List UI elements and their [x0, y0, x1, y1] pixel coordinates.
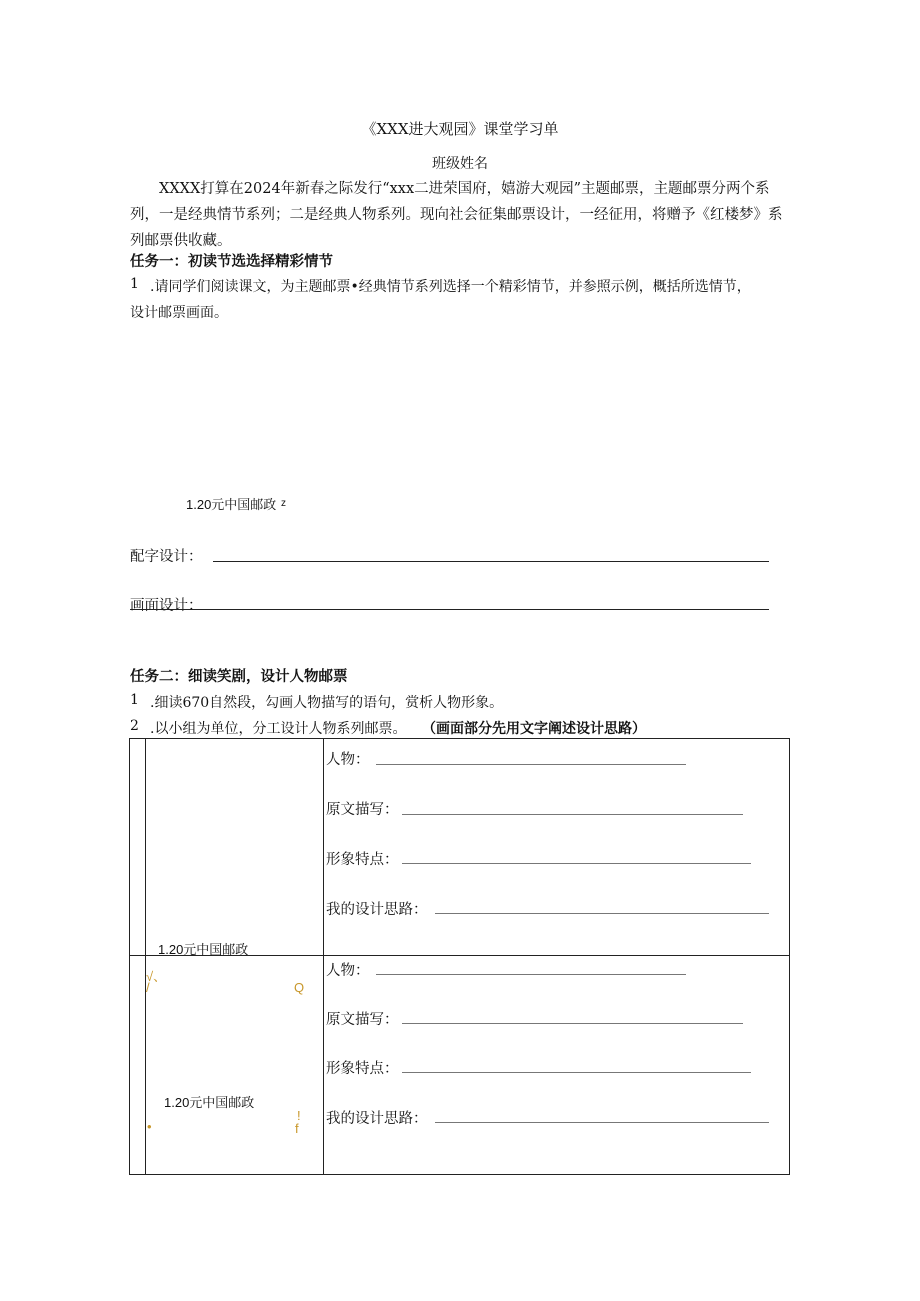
field-design-label: 我的设计思路：	[326, 1111, 428, 1127]
field-traits-label: 形象特点：	[326, 1061, 399, 1077]
stamp-mark-q: Q	[294, 980, 305, 995]
row-index-cell	[130, 739, 146, 956]
field-traits-label: 形象特点：	[326, 852, 399, 868]
task2-item2-text: .以小组为单位，分工设计人物系列邮票。	[150, 721, 407, 737]
field-character-label: 人物：	[326, 752, 370, 768]
stamp-mark-dot: •	[147, 1119, 152, 1134]
field-traits-line[interactable]	[402, 1072, 751, 1073]
intro-paragraph: XXXX打算在2024年新春之际发行“xxx二进荣国府，嬉游大观园”主题邮票，主题邮票分两个系列，一是经典情节系列；二是经典人物系列。现向社会征集邮票设计，一经征用，将赠予《红楼梦》系列邮票供收藏。	[130, 181, 783, 249]
stamp-cell	[146, 956, 324, 1175]
field-character-line[interactable]	[376, 764, 686, 765]
field-design-line[interactable]	[435, 913, 769, 914]
field-quote-label: 原文描写：	[326, 1012, 399, 1028]
task1-item1-text: .请同学们阅读课文，为主题邮票•经典情节系列选择一个精彩情节，并参照示例，概括所选情节，	[150, 279, 751, 295]
stamp-cell	[146, 739, 324, 956]
stamp-caption: 1.20元中国邮政	[158, 942, 249, 957]
stamp-mark-slash: /	[146, 980, 150, 995]
stamp-caption: 1.20元中国邮政	[164, 1095, 255, 1110]
field-design-label: 我的设计思路：	[326, 902, 428, 918]
task2-item2-number: 2	[130, 718, 139, 734]
task2-item2-note: （画面部分先用文字阐述设计思路）	[422, 721, 646, 737]
picture-design-line[interactable]	[130, 609, 769, 610]
field-quote-label: 原文描写：	[326, 802, 399, 818]
task2-item1-number: 1	[130, 692, 139, 708]
character-stamp-table	[129, 738, 790, 1175]
field-quote-line[interactable]	[402, 814, 743, 815]
field-character-label: 人物：	[326, 963, 370, 979]
row-index-cell	[130, 956, 146, 1175]
caption-design-line[interactable]	[213, 561, 769, 562]
task2-heading: 任务二：细读笑剧，设计人物邮票	[130, 668, 348, 685]
field-design-line[interactable]	[435, 1122, 769, 1123]
page-title: 《XXX进大观园》课堂学习单	[361, 120, 559, 138]
field-traits-line[interactable]	[402, 863, 751, 864]
caption-design-label: 配字设计：	[130, 549, 203, 565]
picture-design-label: 画面设计：	[130, 598, 203, 614]
task1-item1-number: 1	[130, 276, 139, 292]
task2-item1-text: .细读670自然段，勾画人物描写的语句，赏析人物形象。	[150, 695, 504, 711]
stamp-mark-check: √、	[146, 969, 167, 984]
stamp-mark-f: f	[295, 1121, 299, 1136]
task1-stamp-caption: 1.20元中国邮政	[186, 497, 277, 512]
task1-stamp-mark: z	[281, 498, 286, 509]
task1-item1-continuation: 设计邮票画面。	[130, 305, 228, 321]
field-quote-line[interactable]	[402, 1023, 743, 1024]
fields-cell	[324, 956, 790, 1175]
table-row	[130, 739, 790, 956]
field-character-line[interactable]	[376, 974, 686, 975]
task1-heading: 任务一：初读节选选择精彩情节	[130, 253, 333, 270]
stamp-mark-bang: !	[297, 1108, 301, 1123]
fields-cell	[324, 739, 790, 956]
class-name-line: 班级姓名	[432, 156, 488, 172]
table-row	[130, 956, 790, 1175]
